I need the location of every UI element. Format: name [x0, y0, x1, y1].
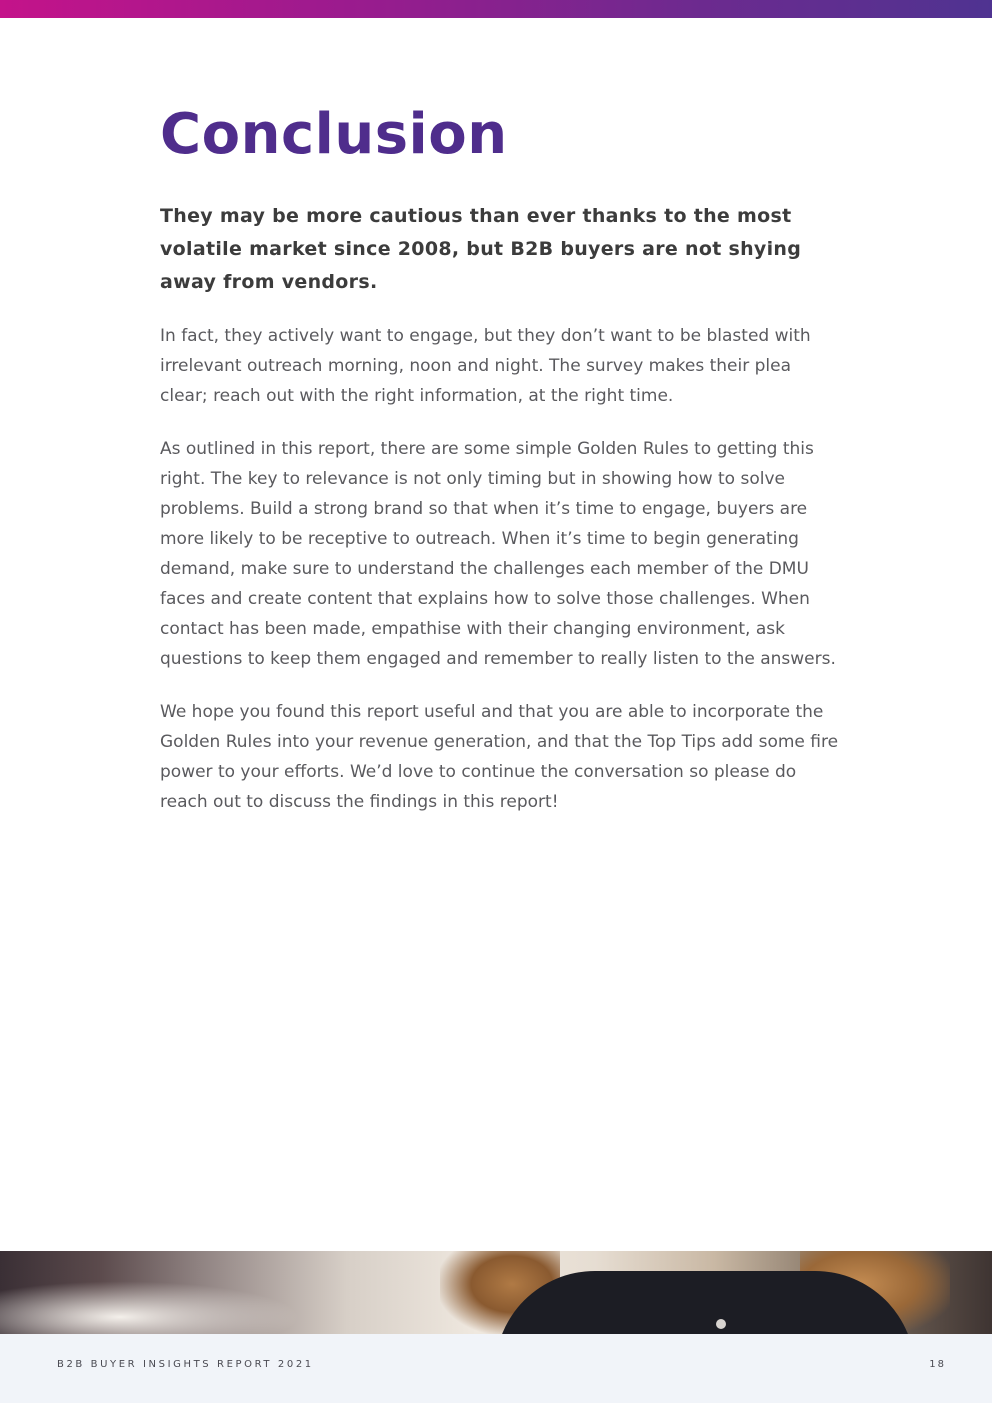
footer-page-number: 18: [929, 1359, 946, 1370]
top-accent-bar: [0, 0, 992, 18]
body-paragraph-3: We hope you found this report useful and that you are able to incorporate the Golden Rules into your revenue generation, and that the Top Tips add some fire power to your efforts. We’d love to continue the conversation so please do reach out to discuss the findings in this report!: [160, 702, 839, 812]
photo-banner: [0, 1251, 992, 1334]
page-content: [160, 100, 840, 817]
lead-paragraph: They may be more cautious than ever thanks to the most volatile market since 2008, but B2B buyers are not shying away from vendors.: [160, 205, 802, 293]
body-paragraph-1: In fact, they actively want to engage, but they don’t want to be blasted with irrelevant outreach morning, noon and night. The survey makes their plea clear; reach out with the right information, at the right time.: [160, 326, 811, 406]
page-title: Conclusion: [160, 102, 508, 167]
footer-report-name: B2B BUYER INSIGHTS REPORT 2021: [57, 1359, 314, 1370]
page-footer: [0, 1334, 992, 1403]
body-paragraph-2: As outlined in this report, there are some simple Golden Rules to getting this right. The key to relevance is not only timing but in showing how to solve problems. Build a strong brand so that when it’s time to engage, buyers are more likely to be receptive to outreach. When it’s time to begin generating demand, make sure to understand the challenges each member of the DMU faces and create content that explains how to solve those challenges. When contact has been made, empathise with their changing environment, ask questions to keep them engaged and remember to really listen to the answers.: [160, 439, 836, 669]
